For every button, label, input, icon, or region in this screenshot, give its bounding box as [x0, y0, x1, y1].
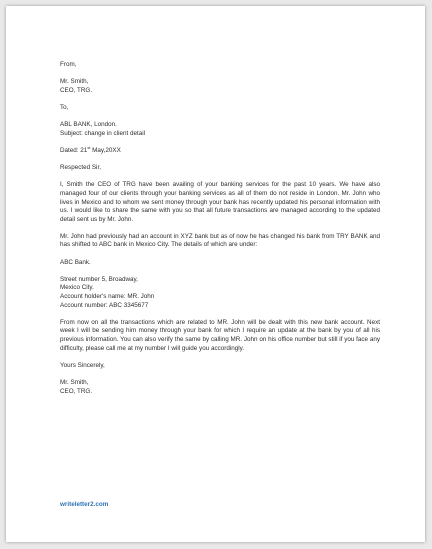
subject-line: Subject: change in client detail — [60, 129, 146, 137]
letter-page — [6, 6, 425, 542]
account-holder: Account holder's name: MR. John — [60, 293, 155, 301]
greeting: Respected Sir, — [60, 164, 101, 172]
paragraph-3: From now on all the transactions which are related to MR. John will be dealt with this new bank account. Next week I will be sending him money through your bank for which I require an update at the bank by you of all his previous information. You can also verify the same by calling MR. John on his office number but still if you face any difficulty, please call me at my number I will guide you accordingly. — [60, 318, 380, 352]
sender-name: Mr. Smith, — [60, 78, 89, 86]
recipient-name: ABL BANK, London. — [60, 121, 117, 129]
paragraph-2: Mr. John had previously had an account in XYZ bank but as of now he has changed his bank from TRY BANK and has shifted to ABC bank in Mexico City. The details of which are under: — [60, 232, 380, 249]
closing: Yours Sincerely, — [60, 361, 105, 369]
bank-details — [60, 276, 380, 310]
footer-site-link[interactable]: writeletter2.com — [60, 501, 109, 508]
recipient-block — [60, 121, 380, 138]
bank-street: Street number 5, Broadway, — [60, 275, 138, 283]
bank-name: ABC Bank. — [60, 258, 91, 266]
signature-block — [60, 379, 380, 396]
signature-title: CEO, TRG. — [60, 387, 93, 395]
paragraph-1: I, Smith the CEO of TRG have been availing of your banking services for the past 10 years. We have also managed four of our clients through your banking services as all of them do not reside in London. Mr. John who lives in Mexico and to whom we sent money through your bank has recently updated his personal information with us. I would like to share the same with you so that all future transactions are managed according to the updated detail sent us by Mr. John. — [60, 181, 380, 223]
signature-name: Mr. Smith, — [60, 378, 89, 386]
bank-city: Mexico City. — [60, 284, 94, 292]
sender-title: CEO, TRG. — [60, 86, 93, 94]
from-label: From, — [60, 61, 77, 68]
date-line: Dated: 21st May,20XX — [60, 144, 121, 154]
account-number: Account number: ABC 3345677 — [60, 301, 149, 309]
to-label: To, — [60, 103, 69, 111]
sender-block — [60, 78, 380, 95]
letter-body — [60, 61, 380, 405]
